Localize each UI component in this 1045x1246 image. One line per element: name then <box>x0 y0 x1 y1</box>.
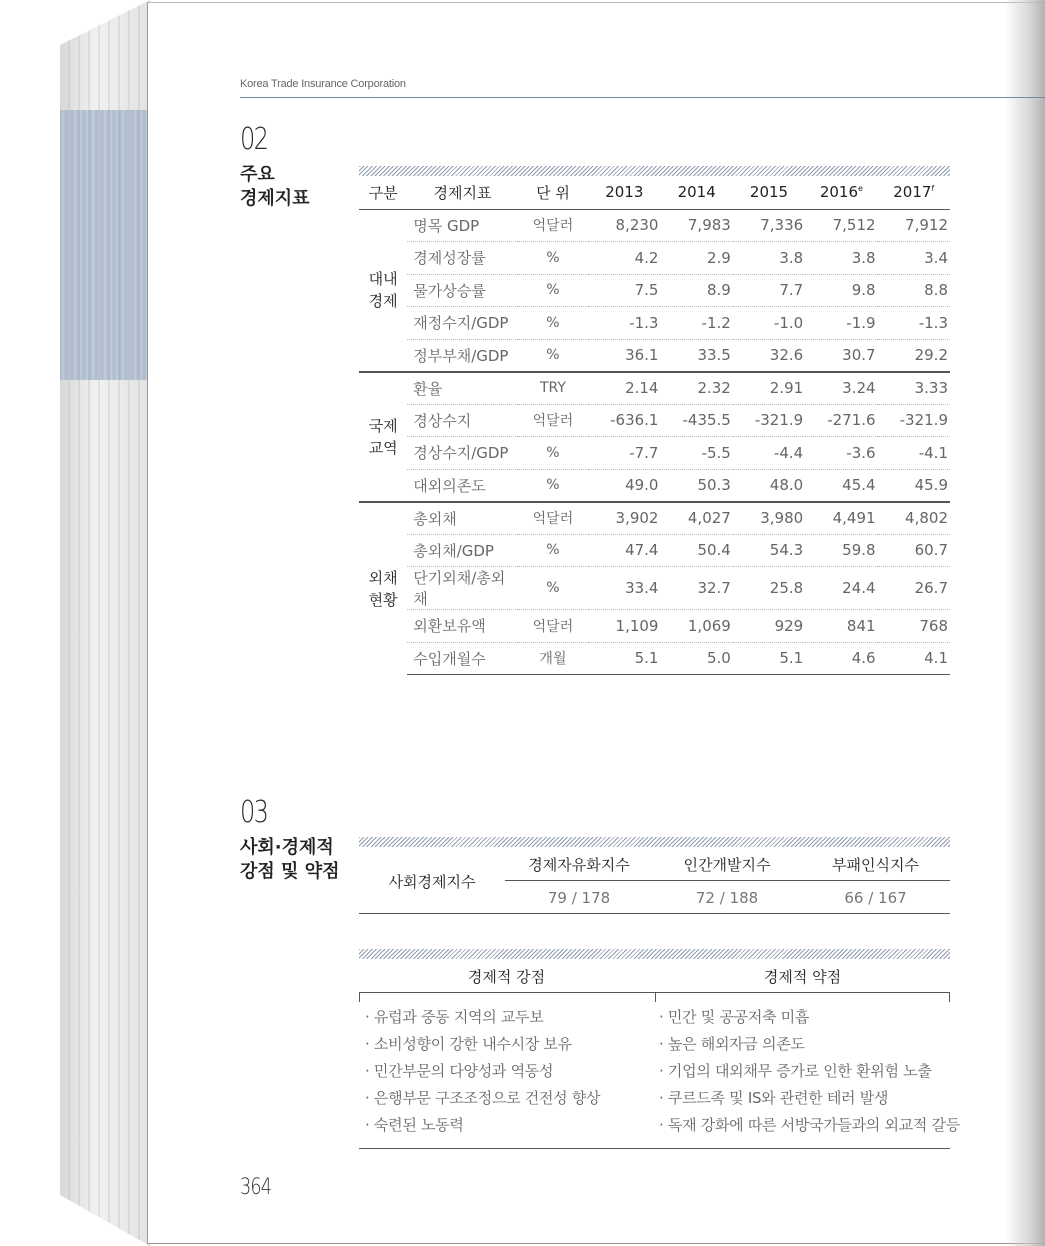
indicator-value: -7.7 <box>588 437 660 470</box>
table-row <box>359 404 950 437</box>
indicator-name: 환율 <box>407 372 518 405</box>
social-index-col-econ-freedom <box>505 848 653 914</box>
group-label <box>359 209 407 372</box>
group-label-line1: 대내 <box>368 270 398 288</box>
indicator-value: 2.91 <box>733 372 805 405</box>
indicator-value: 1,069 <box>660 610 732 643</box>
indicator-value: 8.9 <box>660 274 732 307</box>
table-row <box>359 307 950 340</box>
col-value: 72 / 188 <box>695 888 759 907</box>
indicator-value: 32.7 <box>660 567 732 610</box>
section-title-line1: 주요 <box>240 164 275 185</box>
col-header: 경제자유화지수 <box>505 848 653 881</box>
page-stack-lines <box>60 0 150 1246</box>
indicator-value: 7,983 <box>660 209 732 242</box>
header-2013: 2013 <box>588 176 660 209</box>
group-label-line2: 경제 <box>368 292 398 310</box>
indicator-name: 정부부채/GDP <box>407 339 518 372</box>
table-row <box>359 534 950 567</box>
section-title-line2: 강점 및 약점 <box>240 861 340 882</box>
indicator-value: 33.5 <box>660 339 732 372</box>
col-header: 인간개발지수 <box>653 848 801 881</box>
indicator-value: -1.3 <box>588 307 660 340</box>
social-index-table <box>359 848 950 914</box>
indicator-value: 29.2 <box>878 339 950 372</box>
indicator-name: 단기외채/총외채 <box>407 567 518 610</box>
indicator-unit: % <box>518 437 588 470</box>
indicator-value: 7,336 <box>733 209 805 242</box>
indicator-value: -271.6 <box>805 404 877 437</box>
indicator-value: 4.2 <box>588 242 660 275</box>
table-row <box>359 610 950 643</box>
social-index-label: 사회경제지수 <box>388 872 476 891</box>
table-row <box>359 437 950 470</box>
list-item: · 민간부문의 다양성과 역동성 <box>365 1062 554 1080</box>
group-label-line1: 국제 <box>368 416 398 435</box>
indicator-name: 경제성장률 <box>407 242 518 275</box>
list-item: · 은행부문 구조조정으로 건전성 향상 <box>365 1089 601 1107</box>
indicator-unit: 억달러 <box>518 502 588 535</box>
bracket-tick-middle <box>655 993 656 1002</box>
table-row <box>359 469 950 502</box>
indicator-value: 841 <box>805 610 877 643</box>
indicator-value: 60.7 <box>878 534 950 567</box>
indicator-value: 5.1 <box>733 642 805 675</box>
estimate-mark: e <box>858 184 863 194</box>
indicator-value: 48.0 <box>733 469 805 502</box>
indicator-name: 재정수지/GDP <box>407 307 518 340</box>
header-unit: 단 위 <box>518 176 588 209</box>
col-header: 부패인식지수 <box>801 848 950 881</box>
indicator-unit: 개월 <box>518 642 588 675</box>
indicator-value: 3.33 <box>878 372 950 405</box>
table-row <box>359 372 950 405</box>
indicator-unit: 억달러 <box>518 610 588 643</box>
table-top-stripe <box>359 166 950 176</box>
group-label-line2: 교역 <box>368 438 398 457</box>
indicator-value: 929 <box>733 610 805 643</box>
indicator-name: 수입개월수 <box>407 642 518 675</box>
economic-indicators-table <box>359 176 950 675</box>
indicator-value: 2.14 <box>588 372 660 405</box>
sw-top-stripe <box>359 949 950 959</box>
indicator-value: 50.3 <box>660 469 732 502</box>
indicator-value: 33.4 <box>588 567 660 610</box>
indicator-value: 5.0 <box>660 642 732 675</box>
indicator-value: 4,802 <box>878 502 950 535</box>
indicator-value: 1,109 <box>588 610 660 643</box>
indicator-value: 3.4 <box>878 242 950 275</box>
indicator-value: 7.7 <box>733 274 805 307</box>
indicator-unit: 억달러 <box>518 209 588 242</box>
indicator-value: 3.8 <box>805 242 877 275</box>
header-2014: 2014 <box>660 176 732 209</box>
strengths-header: 경제적 강점 <box>467 968 546 986</box>
indicator-value: 32.6 <box>733 339 805 372</box>
indicator-value: 45.9 <box>878 469 950 502</box>
forecast-mark: f <box>931 184 935 194</box>
running-header: Korea Trade Insurance Corporation <box>240 78 406 90</box>
indicator-unit: TRY <box>518 372 588 405</box>
group-label <box>359 502 407 675</box>
section-title-economic-indicators <box>240 163 310 211</box>
social-index-col-corruption <box>801 848 950 914</box>
indicator-value: 768 <box>878 610 950 643</box>
indicator-name: 명목 GDP <box>407 209 518 242</box>
indicator-unit: % <box>518 339 588 372</box>
list-item: · 숙련된 노동력 <box>365 1116 464 1134</box>
list-item: · 소비성향이 강한 내수시장 보유 <box>365 1035 572 1053</box>
header-2017: 2017$^f$ <box>878 176 950 209</box>
indicator-value: 3.8 <box>733 242 805 275</box>
indicator-value: 3.24 <box>805 372 877 405</box>
indicator-value: 36.1 <box>588 339 660 372</box>
indicator-value: -435.5 <box>660 404 732 437</box>
social-index-col-human-dev <box>653 848 801 914</box>
strengths-list <box>365 1004 600 1139</box>
indicator-value: -1.0 <box>733 307 805 340</box>
indicator-value: 4,491 <box>805 502 877 535</box>
list-item: · 쿠르드족 및 IS와 관련한 테러 발생 <box>659 1089 889 1107</box>
sw-header-row <box>359 960 950 993</box>
group-label-line2: 현황 <box>368 590 398 609</box>
indicator-value: 8.8 <box>878 274 950 307</box>
indicator-value: 5.1 <box>588 642 660 675</box>
indicator-value: 7,912 <box>878 209 950 242</box>
indicator-value: 24.4 <box>805 567 877 610</box>
indicator-value: -321.9 <box>733 404 805 437</box>
list-item: · 유럽과 중동 지역의 교두보 <box>365 1008 544 1026</box>
indicator-value: 50.4 <box>660 534 732 567</box>
indicator-value: 4.1 <box>878 642 950 675</box>
header-2016: 2016e <box>805 176 877 209</box>
header-rule <box>240 97 1045 98</box>
section-title-strengths-weaknesses <box>240 836 339 884</box>
bracket-tick-left <box>359 993 360 1002</box>
header-category: 구분 <box>359 176 407 209</box>
indicator-name: 대외의존도 <box>407 469 518 502</box>
indicator-value: 7.5 <box>588 274 660 307</box>
page-number: 364 <box>240 1175 272 1200</box>
indicator-value: -1.3 <box>878 307 950 340</box>
table-header-row <box>359 176 950 209</box>
table-row <box>359 209 950 242</box>
indicator-value: 3,902 <box>588 502 660 535</box>
indicator-unit: % <box>518 469 588 502</box>
indicator-value: 59.8 <box>805 534 877 567</box>
group-label-line1: 외채 <box>368 568 398 587</box>
indicator-value: -1.9 <box>805 307 877 340</box>
indicator-name: 총외채/GDP <box>407 534 518 567</box>
section-number-02: 02 <box>240 122 268 157</box>
table-row <box>359 339 950 372</box>
indicator-unit: % <box>518 307 588 340</box>
bracket-tick-right <box>949 993 950 1002</box>
indicator-value: 54.3 <box>733 534 805 567</box>
indicator-value: 47.4 <box>588 534 660 567</box>
indicator-value: 45.4 <box>805 469 877 502</box>
col-value: 79 / 178 <box>547 888 611 907</box>
indicator-name: 외환보유액 <box>407 610 518 643</box>
indicator-unit: % <box>518 242 588 275</box>
book-page-stack <box>60 0 150 1246</box>
social-index-top-stripe <box>359 837 950 847</box>
indicator-value: -4.4 <box>733 437 805 470</box>
header-2015: 2015 <box>733 176 805 209</box>
table-row <box>359 642 950 675</box>
indicator-unit: 억달러 <box>518 404 588 437</box>
indicator-value: -321.9 <box>878 404 950 437</box>
indicator-value: 4.6 <box>805 642 877 675</box>
indicator-name: 총외채 <box>407 502 518 535</box>
weaknesses-list <box>659 1004 960 1139</box>
strengths-weaknesses-table <box>359 960 960 1149</box>
indicator-value: 4,027 <box>660 502 732 535</box>
indicator-value: 30.7 <box>805 339 877 372</box>
indicator-value: 26.7 <box>878 567 950 610</box>
indicator-value: 2.32 <box>660 372 732 405</box>
indicator-value: 7,512 <box>805 209 877 242</box>
table-row <box>359 242 950 275</box>
indicator-value: 25.8 <box>733 567 805 610</box>
header-indicator: 경제지표 <box>407 176 518 209</box>
weaknesses-header: 경제적 약점 <box>763 968 842 986</box>
group-label <box>359 372 407 502</box>
section-title-line2: 경제지표 <box>240 188 310 209</box>
indicator-value: 49.0 <box>588 469 660 502</box>
indicator-name: 경상수지/GDP <box>407 437 518 470</box>
indicator-value: -3.6 <box>805 437 877 470</box>
indicator-value: -1.2 <box>660 307 732 340</box>
indicator-value: -5.5 <box>660 437 732 470</box>
indicator-unit: % <box>518 567 588 610</box>
indicator-unit: % <box>518 274 588 307</box>
indicator-value: 8,230 <box>588 209 660 242</box>
list-item: · 기업의 대외채무 증가로 인한 환위험 노출 <box>659 1062 932 1080</box>
table-row <box>359 502 950 535</box>
col-value: 66 / 167 <box>844 888 907 907</box>
indicator-unit: % <box>518 534 588 567</box>
indicator-value: -636.1 <box>588 404 660 437</box>
table-row <box>359 567 950 610</box>
indicator-value: -4.1 <box>878 437 950 470</box>
page-gutter-shadow <box>1005 0 1045 1246</box>
indicator-value: 3,980 <box>733 502 805 535</box>
list-item: · 독재 강화에 따른 서방국가들과의 외교적 갈등 <box>659 1116 960 1134</box>
list-item: · 민간 및 공공저축 미흡 <box>659 1008 810 1026</box>
list-item: · 높은 해외자금 의존도 <box>659 1035 805 1053</box>
table-row <box>359 274 950 307</box>
indicator-name: 물가상승률 <box>407 274 518 307</box>
section-title-line1: 사회·경제적 <box>240 837 334 858</box>
indicator-value: 9.8 <box>805 274 877 307</box>
section-number-03: 03 <box>240 795 268 830</box>
indicator-value: 2.9 <box>660 242 732 275</box>
indicator-name: 경상수지 <box>407 404 518 437</box>
